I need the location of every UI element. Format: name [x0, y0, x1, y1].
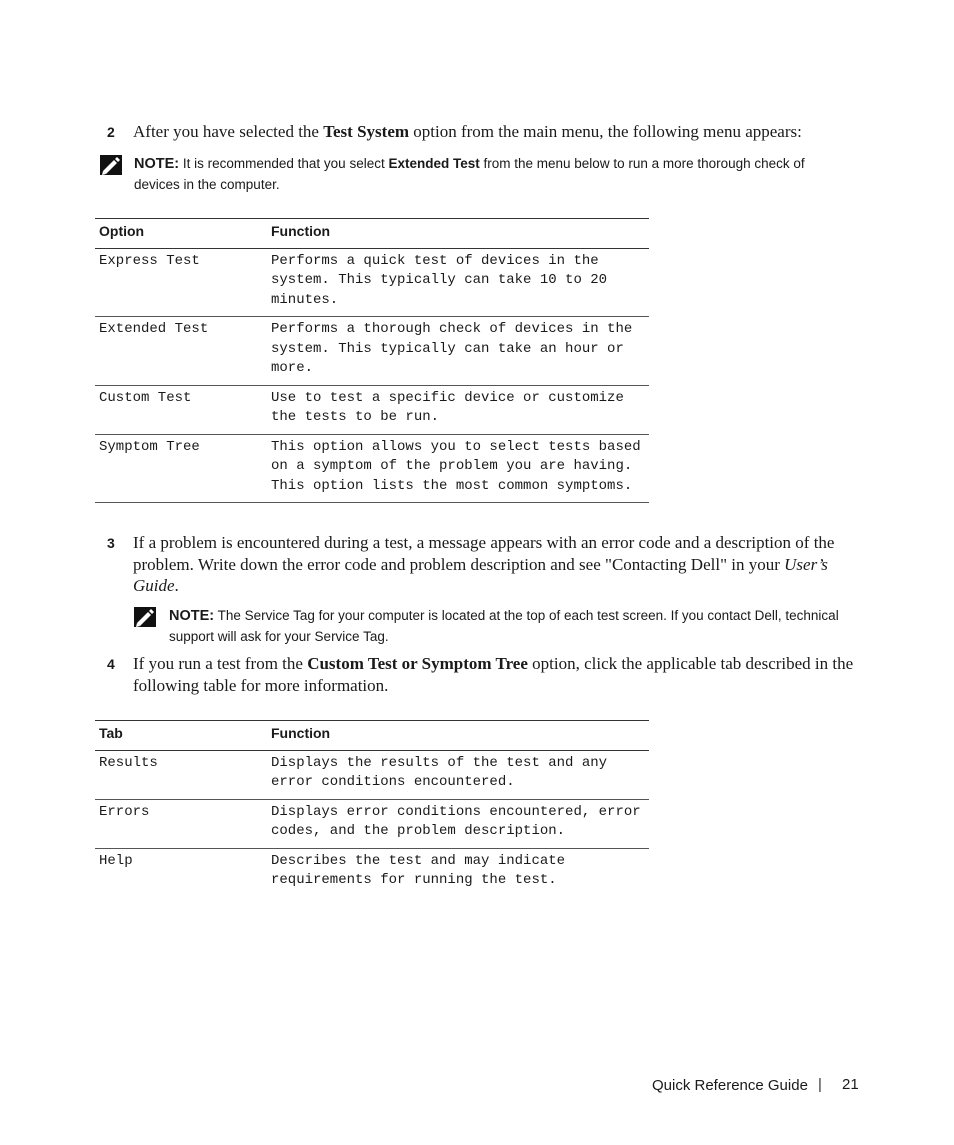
note-1-bold: Extended Test	[388, 156, 480, 171]
step-2-post: option from the main menu, the following menu appears:	[409, 122, 802, 141]
function-cell: Displays the results of the test and any error conditions encountered.	[267, 750, 649, 799]
table-row	[95, 848, 649, 897]
footer-title: Quick Reference Guide	[652, 1077, 808, 1094]
option-cell: Custom Test	[95, 385, 267, 434]
step-4-post: option, click the applicable tab described in the following table for more information.	[133, 654, 854, 695]
step-3-italic: User’s Guide	[133, 554, 828, 595]
note-pencil-icon	[133, 606, 157, 628]
step-number: 4	[107, 656, 115, 672]
option-cell: Express Test	[95, 248, 267, 317]
footer-separator: |	[818, 1076, 822, 1093]
tab-cell: Errors	[95, 799, 267, 848]
tab-cell: Results	[95, 750, 267, 799]
step-4-bold: Custom Test or Symptom Tree	[307, 654, 528, 673]
table-row	[95, 385, 649, 434]
function-cell: Performs a thorough check of devices in the system. This typically can take an hour or more.	[267, 317, 649, 386]
step-2-bold: Test System	[323, 122, 410, 141]
note-label: NOTE:	[134, 156, 180, 172]
column-header: Option	[95, 219, 267, 249]
options-table	[95, 218, 649, 503]
column-header: Function	[267, 219, 649, 249]
table-row	[95, 248, 649, 317]
note-1-pre: It is recommended that you select	[179, 156, 389, 171]
page-number: 21	[842, 1076, 859, 1093]
table-row	[95, 434, 649, 503]
step-number: 2	[107, 124, 115, 140]
table-header-row	[95, 721, 649, 751]
tabs-table	[95, 720, 649, 897]
column-header: Function	[267, 721, 649, 751]
note-pencil-icon	[99, 154, 123, 176]
step-number: 3	[107, 535, 115, 551]
note-1	[134, 154, 849, 194]
function-cell: Performs a quick test of devices in the system. This typically can take 10 to 20 minutes.	[267, 248, 649, 317]
table-header-row	[95, 219, 649, 249]
function-cell: Displays error conditions encountered, error codes, and the problem description.	[267, 799, 649, 848]
tab-cell: Help	[99, 852, 133, 869]
step-3-post: .	[174, 576, 179, 595]
note-1-post: from the menu below to run a more thorough check of devices in the computer.	[134, 156, 805, 192]
table-row	[95, 750, 649, 799]
table-row	[95, 799, 649, 848]
function-cell: Describes the test and may indicate requirements for running the test.	[271, 852, 574, 888]
table-row	[95, 317, 649, 386]
option-cell: Symptom Tree	[95, 434, 267, 503]
function-cell: Use to test a specific device or customize the tests to be run.	[267, 385, 649, 434]
function-cell: This option allows you to select tests based on a symptom of the problem you are having. This option lists the most common symptoms.	[267, 434, 649, 503]
step-4-pre: If you run a test from the	[133, 654, 308, 673]
note-label: NOTE:	[169, 608, 215, 624]
step-3-pre: If a problem is encountered during a test, a message appears with an error code and a description of the problem. Write down the error code and problem description and see "Contacting Dell" in your	[133, 533, 835, 574]
step-4-text	[133, 653, 861, 696]
note-2-text: The Service Tag for your computer is located at the top of each test screen. If you contact Dell, technical support will ask for your Service Tag.	[169, 608, 839, 644]
step-3-text	[133, 532, 861, 597]
step-2-text	[133, 121, 873, 143]
column-header: Tab	[95, 721, 267, 751]
note-2	[169, 606, 849, 646]
step-2-pre: After you have selected the	[133, 122, 324, 141]
option-cell: Extended Test	[95, 317, 267, 386]
